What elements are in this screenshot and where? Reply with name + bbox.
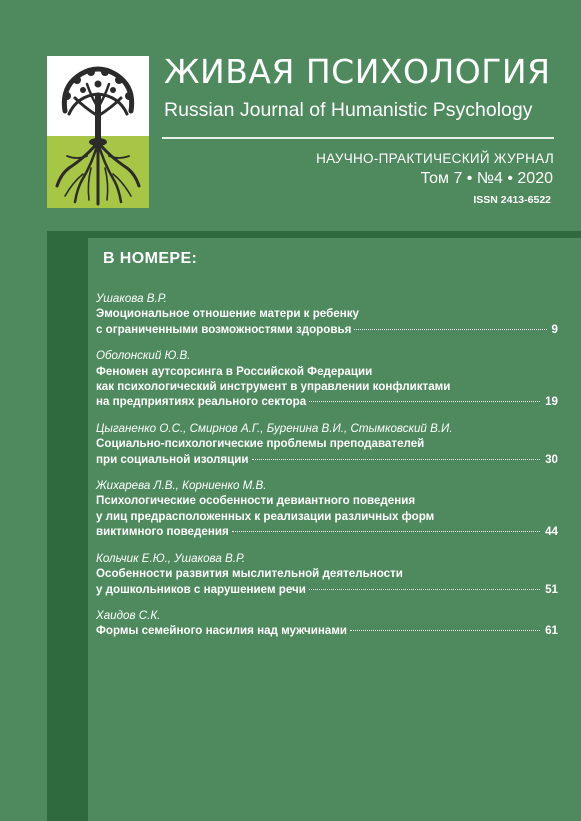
toc-title-line: как психологический инструмент в управлении конфликтами (96, 380, 451, 394)
toc-last-line (96, 322, 558, 337)
journal-logo (47, 56, 149, 208)
toc-entry (96, 291, 558, 337)
toc-title-line: Эмоциональное отношение матери к ребенку (96, 307, 359, 321)
toc-authors: Хаидов С.К. (96, 608, 161, 622)
toc-title-line: у дошкольников с нарушением речи (96, 582, 306, 596)
toc-title-line: Психологические особенности девиантного поведения (96, 494, 416, 508)
toc-title-line: Феномен аутсорсинга в Российской Федерации (96, 364, 373, 378)
toc-last-line (96, 452, 558, 467)
header-divider (162, 137, 554, 139)
toc-page-number: 30 (545, 452, 558, 466)
toc-leader-dots (309, 401, 540, 402)
toc-entry (96, 551, 558, 597)
toc-leader-dots (232, 531, 540, 532)
tree-of-people-icon (47, 56, 149, 208)
toc-title-line: с ограниченными возможностями здоровья (96, 322, 352, 336)
toc-page-number: 44 (545, 525, 558, 539)
journal-title: ЖИВАЯ ПСИХОЛОГИЯ (164, 52, 551, 91)
toc-last-line (96, 582, 558, 597)
journal-subtitle: Russian Journal of Humanistic Psychology (164, 99, 533, 121)
toc-entry (96, 421, 558, 467)
toc-authors: Оболонский Ю.В. (96, 349, 191, 363)
toc-leader-dots (309, 589, 540, 590)
toc-title-line: виктимного поведения (96, 525, 229, 539)
toc-authors: Кольчик Е.Ю., Ушакова В.Р. (96, 551, 246, 565)
table-of-contents (96, 291, 558, 650)
toc-title-line: на предприятиях реального сектора (96, 395, 307, 409)
toc-last-line (96, 623, 558, 638)
toc-page-number: 19 (545, 395, 558, 409)
toc-leader-dots (252, 459, 541, 460)
toc-entry (96, 608, 558, 639)
toc-title-line: при социальной изоляции (96, 452, 249, 466)
toc-authors: Цыганенко О.С., Смирнов А.Г., Буренина В.И., Стымковский В.И. (96, 421, 453, 435)
issn: ISSN 2413-6522 (473, 194, 551, 206)
toc-leader-dots (354, 329, 546, 330)
toc-title-line: у лиц предрасположенных к реализации различных форм (96, 509, 435, 523)
contents-title: В НОМЕРЕ: (103, 250, 198, 267)
toc-leader-dots (350, 630, 540, 631)
toc-title-line: Формы семейного насилия над мужчинами (96, 624, 348, 638)
toc-page-number: 51 (545, 582, 558, 596)
toc-page-number: 61 (545, 624, 558, 638)
toc-entry (96, 348, 558, 410)
toc-last-line (96, 394, 558, 409)
toc-page-number: 9 (551, 322, 558, 336)
toc-authors: Жихарева Л.В., Корниенко М.В. (96, 479, 267, 493)
toc-entry (96, 478, 558, 540)
toc-title-line: Социально-психологические проблемы преподавателей (96, 437, 425, 451)
issue-info: Том 7 • №4 • 2020 (420, 170, 553, 187)
toc-title-line: Особенности развития мыслительной деятельности (96, 567, 403, 581)
journal-type: НАУЧНО-ПРАКТИЧЕСКИЙ ЖУРНАЛ (316, 151, 554, 166)
toc-authors: Ушакова В.Р. (96, 292, 167, 305)
toc-last-line (96, 524, 558, 539)
